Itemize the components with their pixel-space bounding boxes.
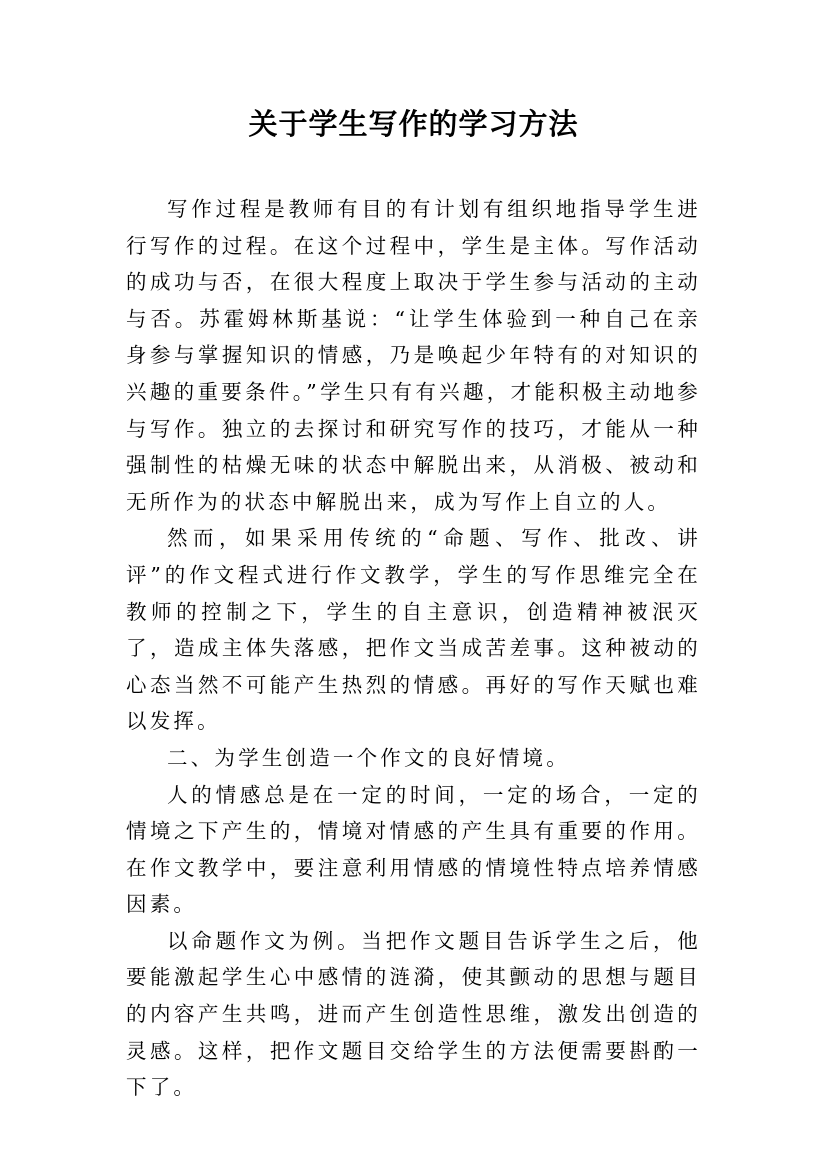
paragraph-3: 人的情感总是在一定的时间，一定的场合，一定的情境之下产生的，情境对情感的产生具有重要的作用。在作文教学中，要注意利用情感的情境性特点培养情感因素。 xyxy=(126,782,701,917)
paragraph-2: 然而，如果采用传统的“命题、写作、批改、讲评”的作文程式进行作文教学，学生的写作思维完全在教师的控制之下，学生的自主意识，创造精神被泯灭了，造成主体失落感，把作文当成苦差事。这种被动的心态当然不可能产生热烈的情感。再好的写作天赋也难以发挥。 xyxy=(126,526,701,734)
section-heading-2: 二、为学生创造一个作文的良好情境。 xyxy=(167,745,570,770)
document-title: 关于学生写作的学习方法 xyxy=(248,107,579,141)
paragraph-4: 以命题作文为例。当把作文题目告诉学生之后，他要能激起学生心中感情的涟漪，使其颤动的思想与题目的内容产生共鸣，进而产生创造性思维，激发出创造的灵感。这样，把作文题目交给学生的方法便需要斟酌一下了。 xyxy=(126,928,701,1100)
paragraph-1: 写作过程是教师有目的有计划有组织地指导学生进行写作的过程。在这个过程中，学生是主体。写作活动的成功与否，在很大程度上取决于学生参与活动的主动与否。苏霍姆林斯基说：“让学生体验到一种自己在亲身参与掌握知识的情感，乃是唤起少年特有的对知识的兴趣的重要条件。”学生只有有兴趣，才能积极主动地参与写作。独立的去探讨和研究写作的技巧，才能从一种强制性的枯燥无味的状态中解脱出来，从消极、被动和无所作为的状态中解脱出来，成为写作上自立的人。 xyxy=(126,197,701,514)
document-body xyxy=(126,191,701,1106)
